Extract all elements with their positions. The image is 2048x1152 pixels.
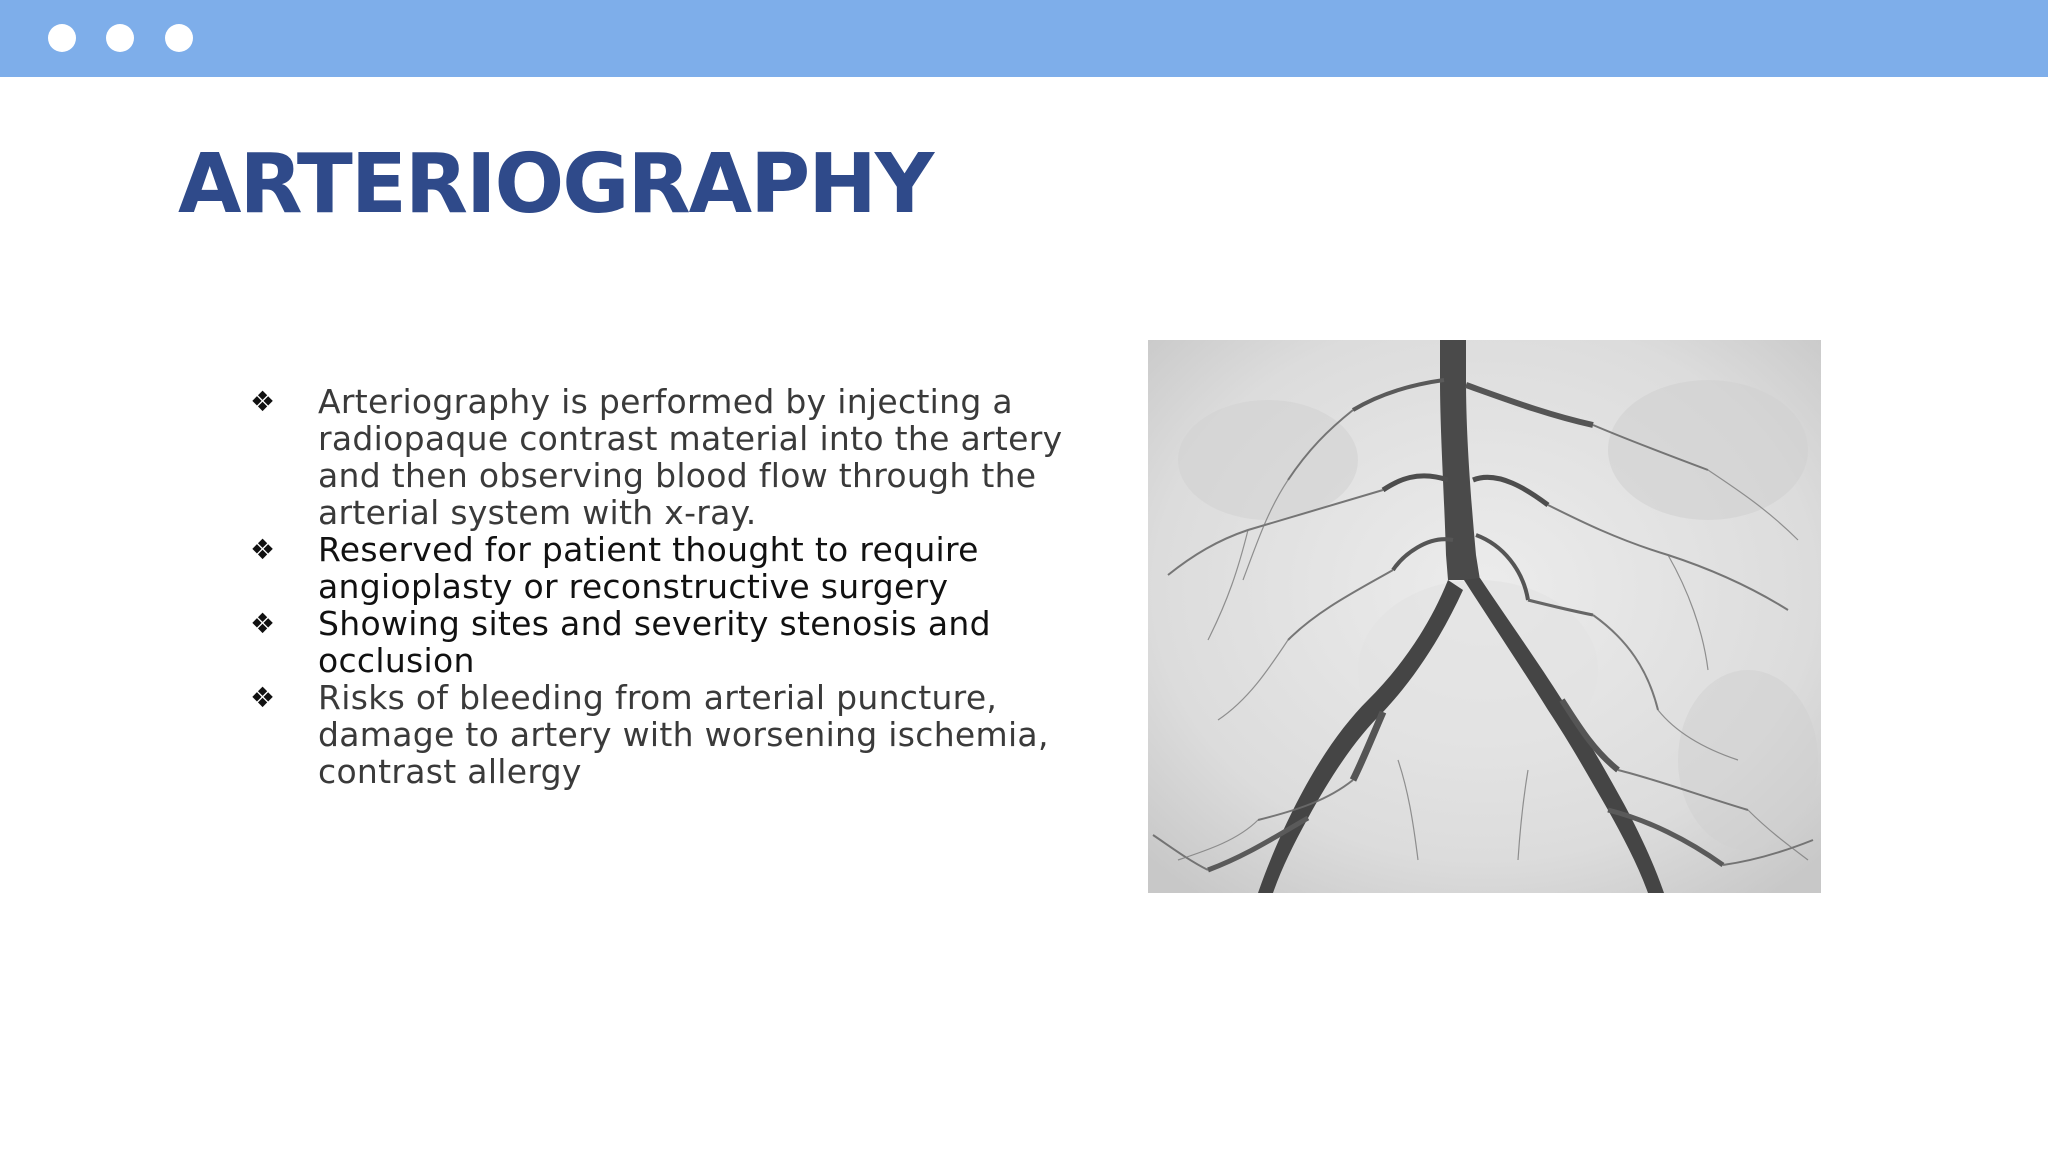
bullet-list: [248, 383, 1068, 790]
bullet-text: Reserved for patient thought to require angioplasty or reconstructive surgery: [318, 530, 979, 606]
four-diamond-bullet-icon: ❖: [250, 681, 276, 714]
four-diamond-bullet-icon: ❖: [250, 385, 276, 418]
window-control-dot[interactable]: [106, 24, 134, 52]
list-item: [248, 679, 1068, 790]
arteriogram-image: [1148, 340, 1821, 893]
window-control-dot[interactable]: [48, 24, 76, 52]
four-diamond-bullet-icon: ❖: [250, 533, 276, 566]
list-item: [248, 383, 1068, 531]
window-control-dot[interactable]: [165, 24, 193, 52]
bullet-text: Arteriography is performed by injecting a radiopaque contrast material into the artery and then observing blood flow through the arterial system with x-ray.: [318, 382, 1063, 532]
list-item: [248, 531, 1068, 605]
bullet-text: Showing sites and severity stenosis and occlusion: [318, 604, 991, 680]
window-title-bar: [0, 0, 2048, 77]
four-diamond-bullet-icon: ❖: [250, 607, 276, 640]
bullet-text: Risks of bleeding from arterial puncture, damage to artery with worsening ischemia, contrast allergy: [318, 678, 1049, 791]
list-item: [248, 605, 1068, 679]
arteriogram-xray-drawing: [1148, 340, 1821, 893]
slide-title: ARTERIOGRAPHY: [178, 137, 933, 232]
